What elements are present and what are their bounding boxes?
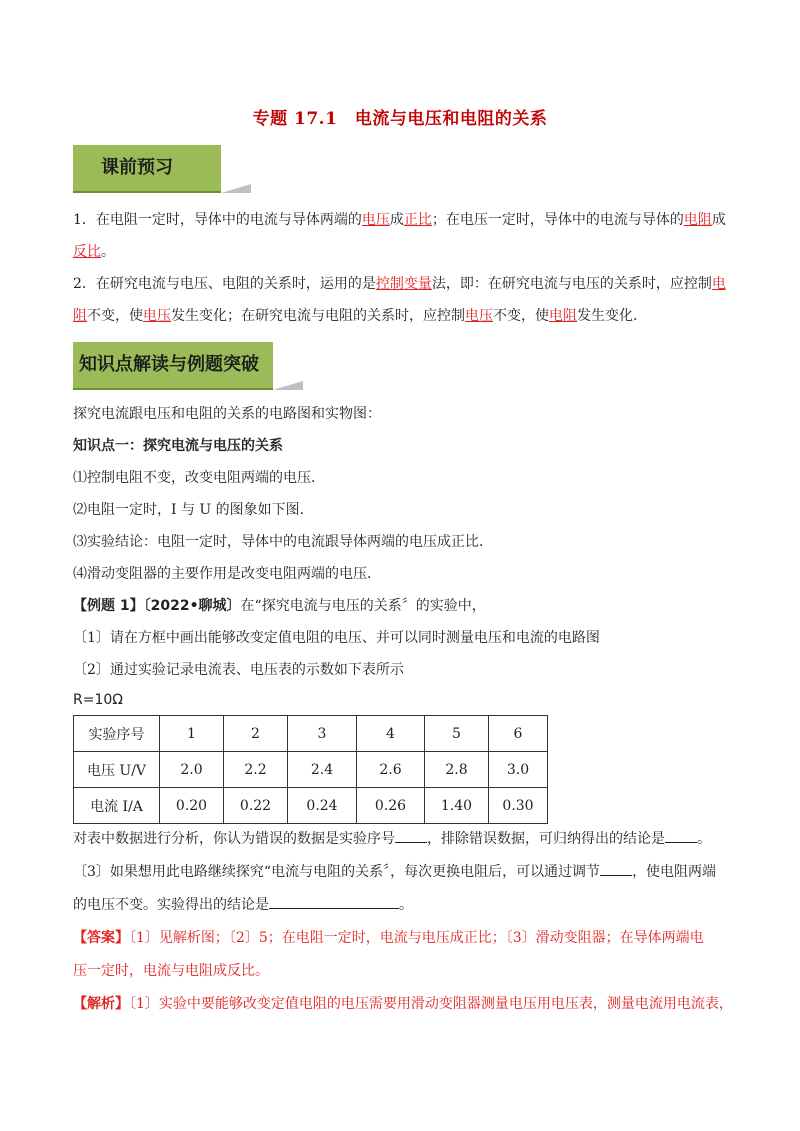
preview-paragraph-1-cont: 反比。 bbox=[73, 244, 115, 260]
question-2: 〔2〕通过实验记录电流表、电压表的示数如下表所示 bbox=[73, 662, 404, 678]
table-cell: 4 bbox=[357, 716, 425, 752]
table-cell: 2.0 bbox=[160, 752, 224, 788]
table-cell: 2.2 bbox=[224, 752, 288, 788]
intro-text: 探究电流跟电压和电阻的关系的电路图和实物图： bbox=[73, 406, 381, 422]
knowledge-point-item: ⑷滑动变阻器的主要作用是改变电阻两端的电压． bbox=[73, 566, 381, 582]
table-cell: 实验序号 bbox=[74, 716, 160, 752]
preview-paragraph-2: 2．在研究电流与电压、电阻的关系时，运用的是控制变量法，即：在研究电流与电压的关系时，应控制电 bbox=[73, 276, 726, 292]
example-header: 【例题 1】〔2022•聊城〕在“探究电流与电压的关系〞的实验中， bbox=[73, 598, 486, 614]
answer-label: 【答案】 bbox=[73, 930, 129, 946]
answer-blank bbox=[600, 861, 632, 876]
table-cell: 0.22 bbox=[224, 788, 288, 824]
table-cell: 0.30 bbox=[489, 788, 548, 824]
section-banner-preview bbox=[73, 145, 273, 193]
answer-blank bbox=[269, 894, 399, 909]
example-label: 【例题 1】 bbox=[73, 598, 144, 614]
resistance-label: R=10Ω bbox=[73, 692, 123, 708]
question-3: 〔3〕如果想用此电路继续探究“电流与电阻的关系〞，每次更换电阻后，可以通过调节 ，使电阻两端 bbox=[73, 861, 716, 882]
table-row bbox=[74, 716, 548, 752]
section-banner-label: 课前预习 bbox=[101, 157, 173, 178]
analysis-question: 对表中数据进行分析，你认为错误的数据是实验序号 ，排除错误数据，可归纳得出的结论是 。 bbox=[73, 828, 711, 849]
table-cell: 2.6 bbox=[357, 752, 425, 788]
table-cell: 1 bbox=[160, 716, 224, 752]
table-cell: 0.26 bbox=[357, 788, 425, 824]
table-cell: 5 bbox=[425, 716, 489, 752]
knowledge-point-item: ⑴控制电阻不变，改变电阻两端的电压． bbox=[73, 470, 325, 486]
table-cell: 3.0 bbox=[489, 752, 548, 788]
page-title: 专题 17.1 电流与电压和电阻的关系 bbox=[252, 109, 548, 129]
knowledge-point-title: 知识点一：探究电流与电压的关系 bbox=[73, 438, 283, 454]
table-cell: 0.20 bbox=[160, 788, 224, 824]
question-3-cont: 的电压不变。实验得出的结论是 。 bbox=[73, 894, 413, 915]
table-cell: 电压 U/V bbox=[74, 752, 160, 788]
table-cell: 2.8 bbox=[425, 752, 489, 788]
answer-line-2: 压一定时，电流与电阻成反比。 bbox=[73, 963, 269, 979]
preview-paragraph-1: 1．在电阻一定时，导体中的电流与导体两端的电压成正比；在电压一定时，导体中的电流与导体的电阻成 bbox=[73, 212, 726, 228]
analysis-line-1: 【解析】〔1〕实验中要能够改变定值电阻的电压需要用滑动变阻器测量电压用电压表，测量电流用电流表， bbox=[73, 996, 733, 1012]
answer-blank bbox=[665, 828, 697, 843]
table-cell: 6 bbox=[489, 716, 548, 752]
answer-line-1: 【答案】〔1〕见解析图；〔2〕5；在电阻一定时，电流与电压成正比；〔3〕滑动变阻器；在导体两端电 bbox=[73, 930, 704, 946]
table-cell: 0.24 bbox=[288, 788, 357, 824]
table-cell: 电流 I/A bbox=[74, 788, 160, 824]
example-source: 〔2022•聊城〕 bbox=[143, 598, 241, 614]
section-banner-knowledge bbox=[73, 342, 313, 390]
table-cell: 2.4 bbox=[288, 752, 357, 788]
knowledge-point-item: ⑵电阻一定时，I 与 U 的图象如下图． bbox=[73, 502, 314, 518]
data-table bbox=[73, 715, 548, 824]
analysis-label: 【解析】 bbox=[73, 996, 129, 1012]
answer-blank bbox=[395, 828, 427, 843]
question-1: 〔1〕请在方框中画出能够改变定值电阻的电压、并可以同时测量电压和电流的电路图 bbox=[73, 630, 600, 646]
table-cell: 1.40 bbox=[425, 788, 489, 824]
section-banner-label: 知识点解读与例题突破 bbox=[79, 354, 259, 375]
preview-paragraph-2-cont: 阻不变，使电压发生变化；在研究电流与电阻的关系时，应控制电压不变，使电阻发生变化． bbox=[73, 308, 647, 324]
table-cell: 3 bbox=[288, 716, 357, 752]
table-row bbox=[74, 788, 548, 824]
table-row bbox=[74, 752, 548, 788]
table-cell: 2 bbox=[224, 716, 288, 752]
knowledge-point-item: ⑶实验结论：电阻一定时，导体中的电流跟导体两端的电压成正比． bbox=[73, 534, 493, 550]
